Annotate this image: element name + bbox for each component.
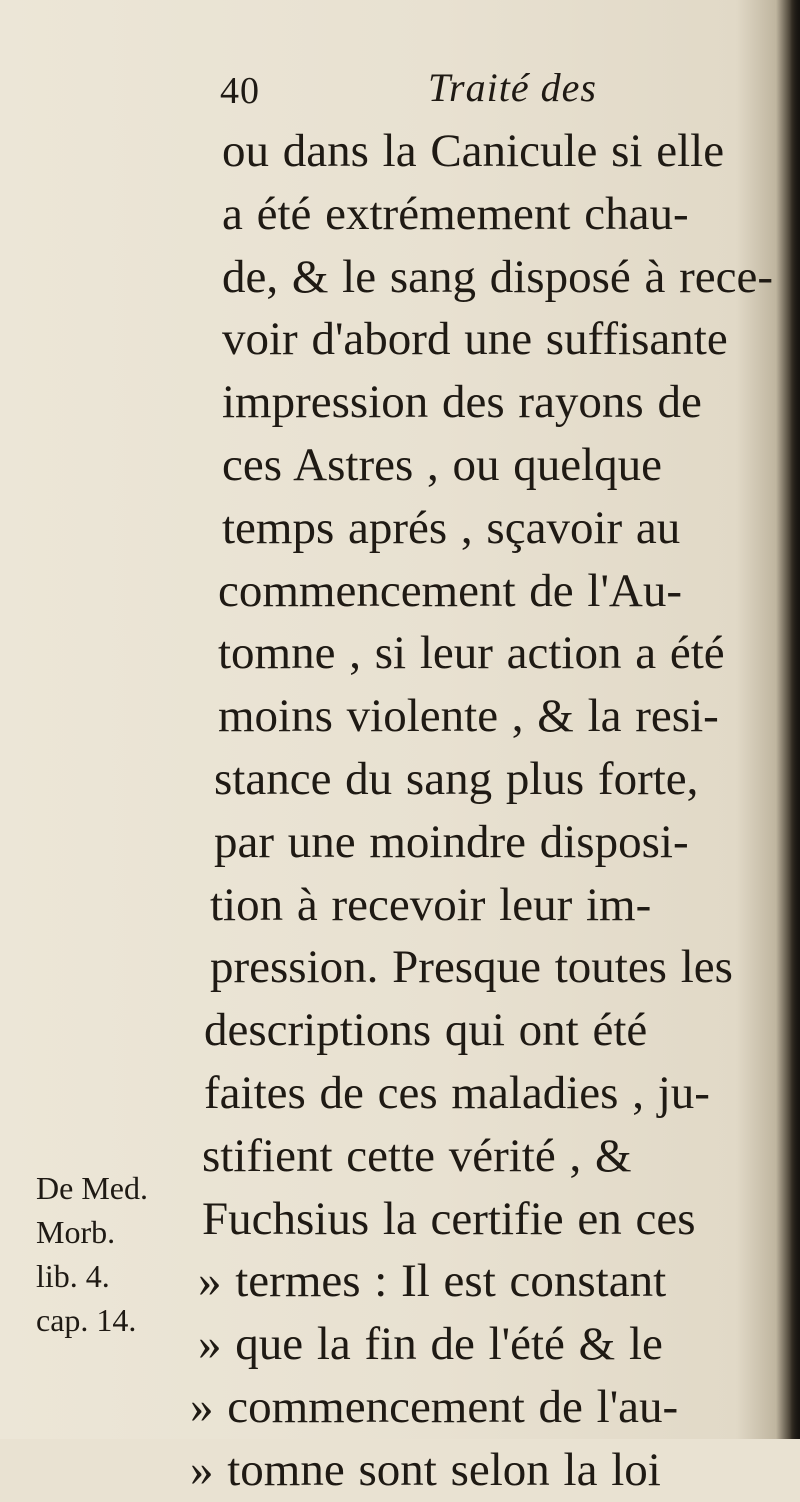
- text-line: ou dans la Canicule si elle: [222, 125, 725, 177]
- text-line: tion à recevoir leur im-: [210, 878, 652, 931]
- text-line: voir d'abord une suffisante: [222, 313, 728, 366]
- text-line: par une moindre disposi-: [214, 815, 689, 868]
- text-line: commencement de l'Au-: [218, 564, 683, 617]
- text-line: a été extrémement chau-: [222, 187, 689, 240]
- text-line: de, & le sang disposé à rece-: [222, 250, 773, 303]
- text-line: impression des rayons de: [222, 376, 702, 429]
- text-line: faites de ces maladies , ju-: [204, 1066, 710, 1119]
- text-line: tomne , si leur action a été: [218, 627, 725, 680]
- marginal-note: [36, 1166, 186, 1342]
- text-line: moins violente , & la resi-: [218, 690, 719, 743]
- text-line: pression. Presque toutes les: [210, 941, 733, 994]
- quoted-line: » termes : Il est constant: [198, 1255, 667, 1308]
- page-number: 40: [220, 70, 260, 112]
- text-line: temps aprés , sçavoir au: [222, 501, 681, 554]
- quoted-line: » que la fin de l'été & le: [198, 1318, 663, 1371]
- marginal-note-line: Morb.: [36, 1214, 116, 1250]
- quoted-line: » tomne sont selon la loi: [190, 1443, 661, 1496]
- running-title: Traité des: [428, 65, 597, 110]
- quoted-line: » commencement de l'au-: [190, 1380, 679, 1433]
- marginal-note-line: cap. 14.: [36, 1302, 137, 1338]
- text-line: ces Astres , ou quelque: [222, 438, 663, 491]
- text-line: stance du sang plus forte,: [214, 752, 699, 805]
- marginal-note-line: De Med.: [36, 1170, 148, 1206]
- text-line: stifient cette vérité , &: [202, 1129, 632, 1182]
- body-text: [190, 120, 800, 1496]
- binding-edge-shadow: [790, 0, 800, 1439]
- marginal-note-line: lib. 4.: [36, 1258, 110, 1294]
- text-line: Fuchsius la certifie en ces: [202, 1192, 696, 1245]
- text-line: descriptions qui ont été: [204, 1004, 648, 1057]
- page-header: [220, 62, 740, 122]
